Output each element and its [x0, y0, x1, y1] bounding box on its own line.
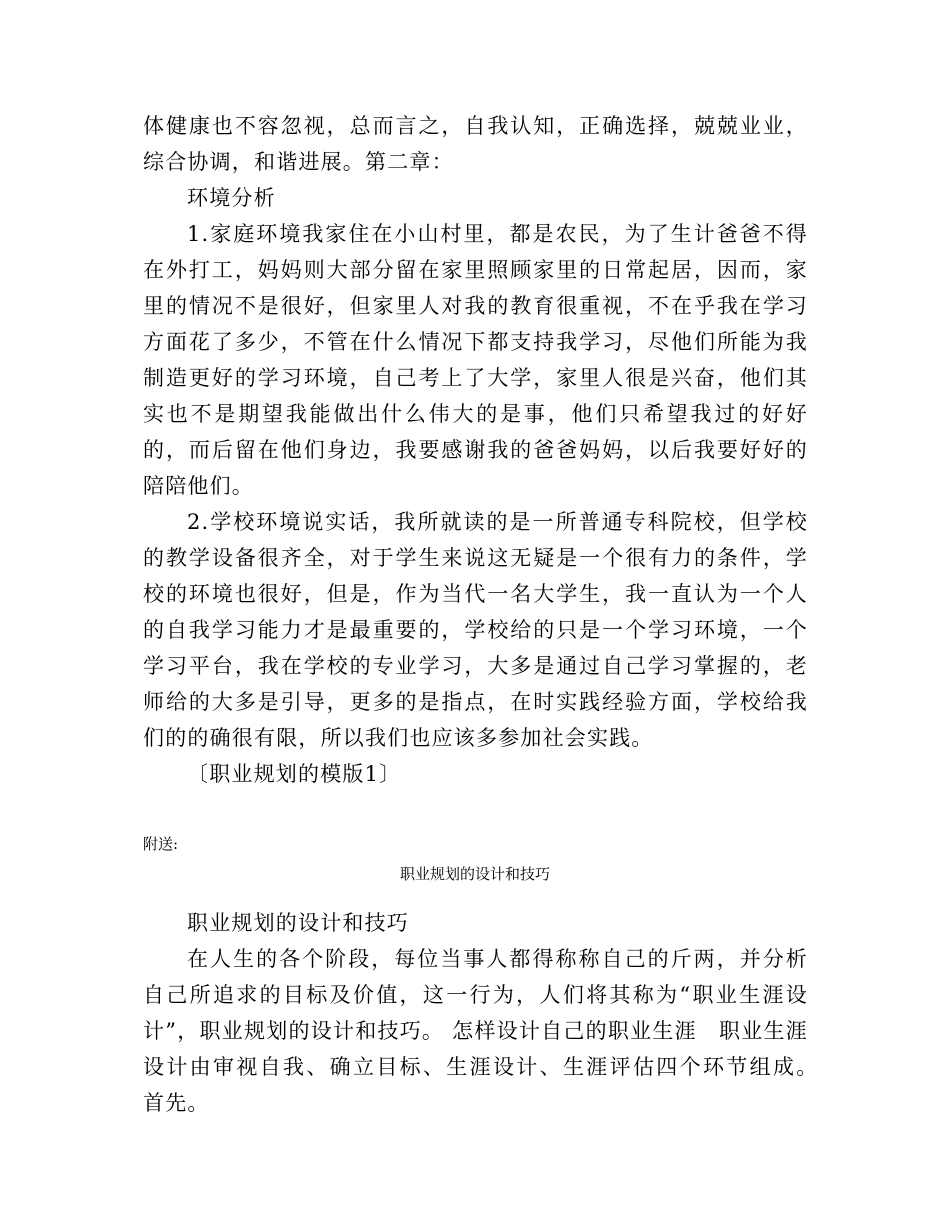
section-heading-environment: 环境分析	[187, 186, 276, 210]
body-text-section-1	[143, 108, 808, 792]
article-heading: 职业规划的设计和技巧	[187, 911, 409, 935]
paragraph-career-design: 在人生的各个阶段，每位当事人都得称称自己的斤两，并分析自己所追求的目标及价值，这一行为，人们将其称为“职业生涯设计”，职业规划的设计和技巧。 怎样设计自己的职业生涯 职业生涯设计由审视自我、确立目标、生涯设计、生涯评估四个环节组成。 首先。	[143, 947, 831, 1115]
paragraph-school-environment: 2.学校环境说实话，我所就读的是一所普通专科院校，但学校的教学设备很齐全，对于学生来说这无疑是一个很有力的条件，学校的环境也很好，但是，作为当代一名大学生，我一直认为一个人的自我学习能力才是最重要的，学校给的只是一个学习环境，一个学习平台，我在学校的专业学习，大多是通过自己学习掌握的，老师给的大多是引导，更多的是指点，在时实践经验方面，学校给我们的的确很有限，所以我们也应该多参加社会实践。	[143, 510, 808, 750]
body-text-section-2	[143, 905, 831, 1121]
paragraph-continuation: 体健康也不容忽视，总而言之，自我认知，正确选择，兢兢业业，综合协调，和谐进展。第二章：	[143, 114, 808, 174]
appendix-title: 职业规划的设计和技巧	[399, 865, 550, 883]
template-caption: 〔职业规划的模版1〕	[187, 762, 402, 786]
paragraph-family-environment: 1.家庭环境我家住在小山村里，都是农民，为了生计爸爸不得在外打工，妈妈则大部分留在家里照顾家里的日常起居，因而，家里的情况不是很好，但家里人对我的教育很重视，不在乎我在学习方面花了多少，不管在什么情况下都支持我学习，尽他们所能为我制造更好的学习环境，自己考上了大学，家里人很是兴奋，他们其实也不是期望我能做出什么伟大的是事，他们只希望我过的好好的，而后留在他们身边，我要感谢我的爸爸妈妈，以后我要好好的陪陪他们。	[143, 222, 808, 498]
appendix-label: 附送:	[143, 835, 179, 853]
